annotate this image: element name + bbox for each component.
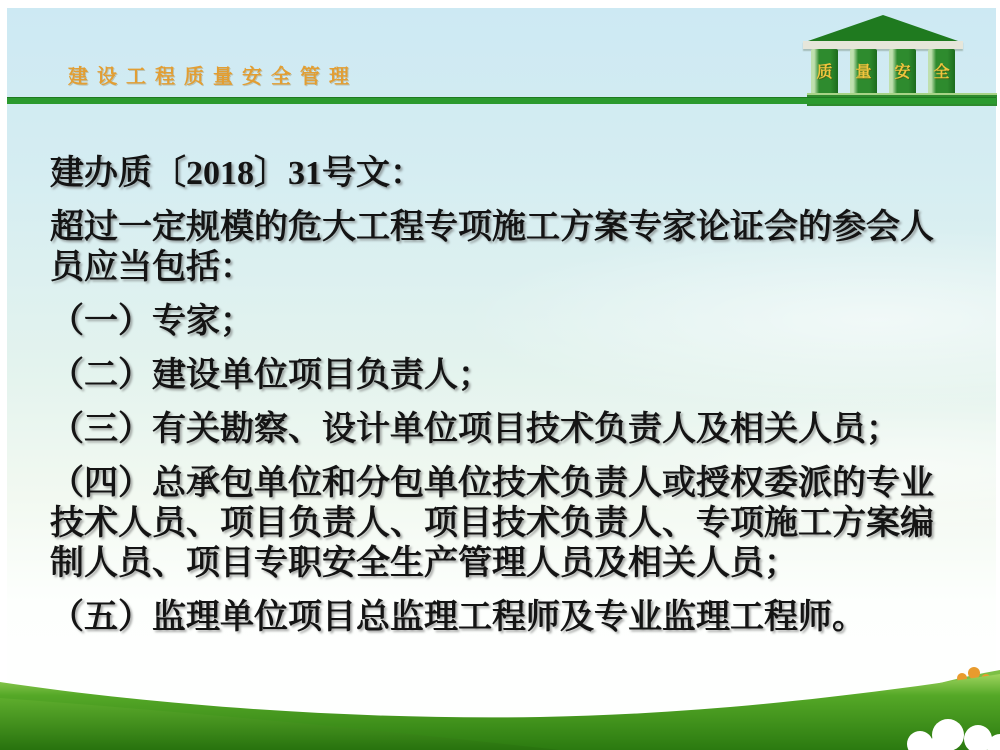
grass-hill-graphic <box>0 620 1000 750</box>
list-item-1: （一）专家； <box>50 303 254 340</box>
list-item-2: （二）建设单位项目负责人； <box>50 357 492 394</box>
header-divider-line <box>7 97 996 104</box>
temple-beam-icon <box>803 41 963 49</box>
logo-text <box>811 59 955 79</box>
intro-paragraph: 超过一定规模的危大工程专项施工方案专家论证会的参会人员应当包括： <box>50 209 934 286</box>
logo-char: 全 <box>933 64 950 81</box>
logo-char: 质 <box>816 64 833 81</box>
logo-char: 安 <box>894 64 911 81</box>
slide-body-text <box>50 154 942 652</box>
page-title: 建设工程质量安全管理 <box>68 66 358 88</box>
list-item-3: （三）有关勘察、设计单位项目技术负责人及相关人员； <box>50 411 900 448</box>
logo-char: 量 <box>855 64 872 81</box>
doc-number-heading: 建办质〔2018〕31号文： <box>50 155 424 192</box>
list-item-4: （四）总承包单位和分包单位技术负责人或授权委派的专业技术人员、项目负责人、项目技术负责人、专项施工方案编制人员、项目专职安全生产管理人员及相关人员； <box>50 465 934 582</box>
temple-roof-icon <box>808 15 958 41</box>
list-item-5: （五）监理单位项目总监理工程师及专业监理工程师。 <box>50 599 866 636</box>
